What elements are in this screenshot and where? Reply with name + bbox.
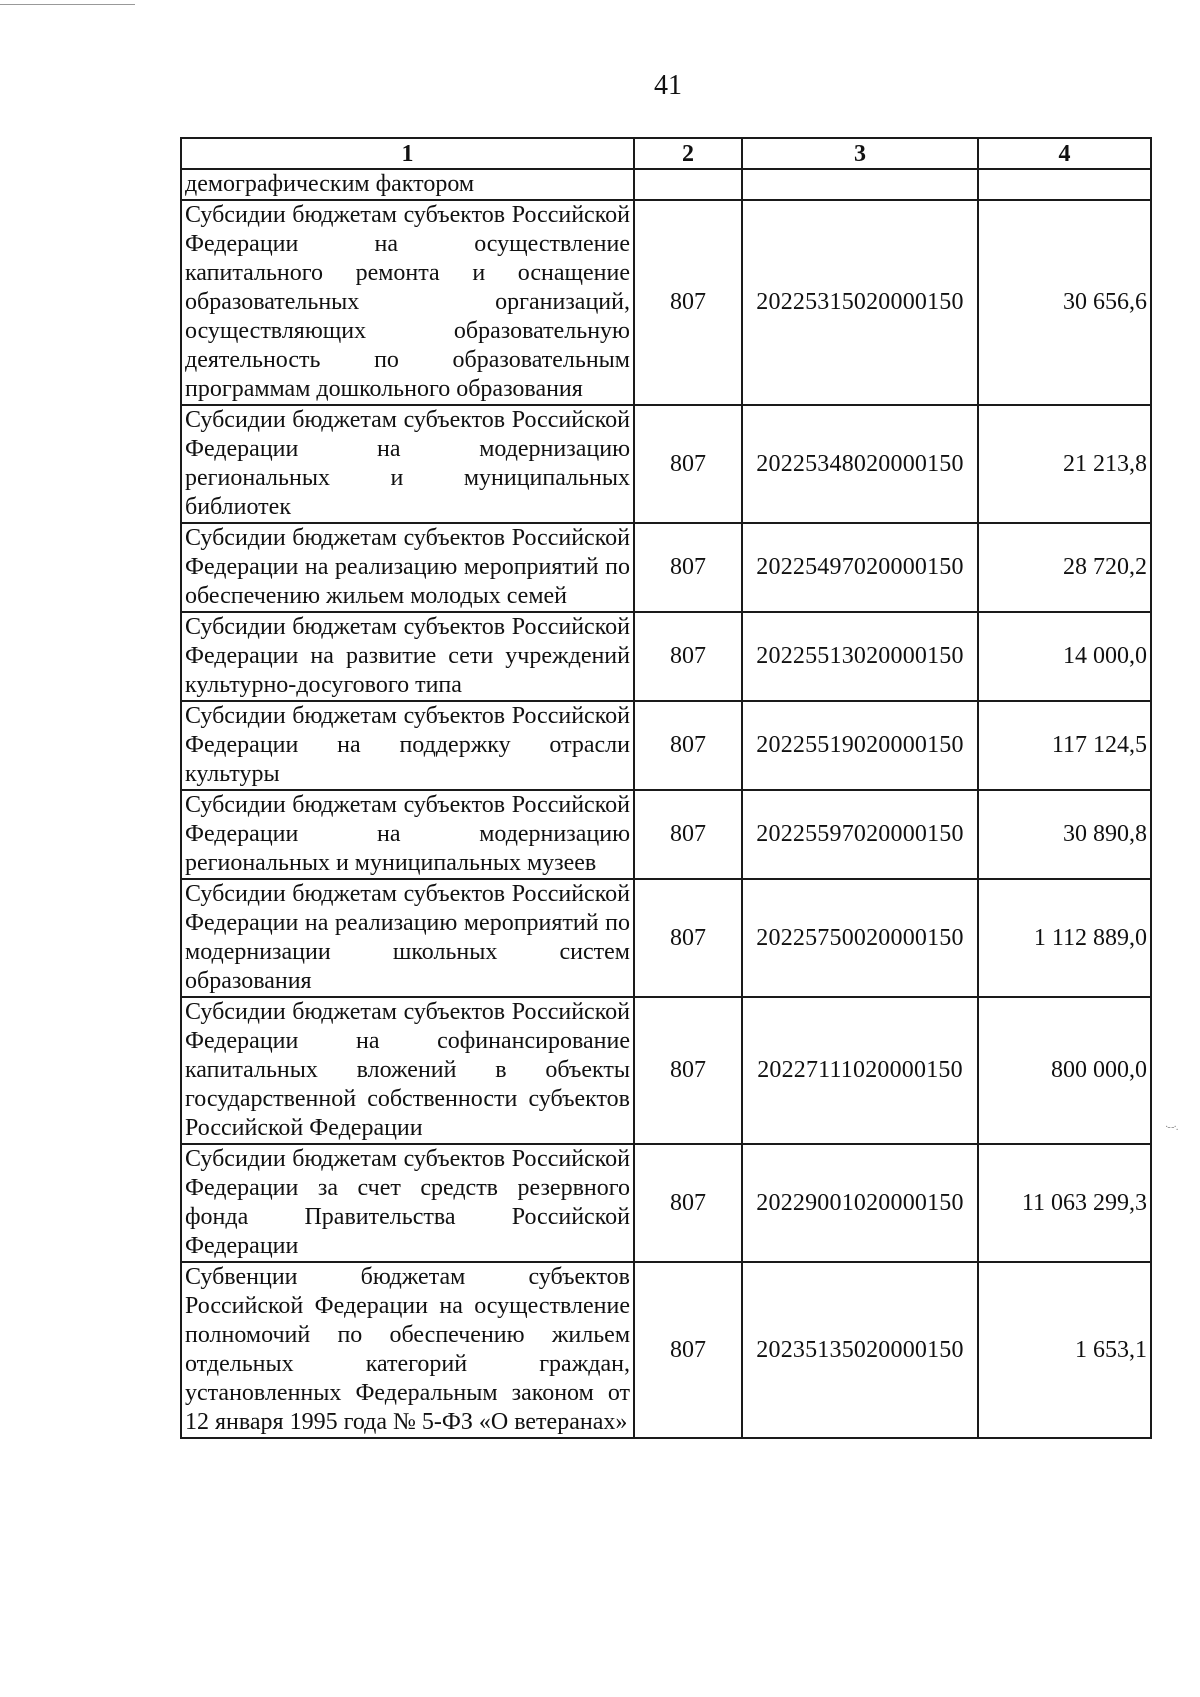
row-amount	[978, 169, 1151, 200]
row-admin-code	[634, 169, 742, 200]
row-description: Субсидии бюджетам субъектов Российской Федерации на софинансирование капитальных вложений в объекты государственной собственности субъектов Российской Федерации	[181, 997, 634, 1144]
row-amount: 800 000,0	[978, 997, 1151, 1144]
row-budget-class-code: 20225348020000150	[742, 405, 978, 523]
table-row	[181, 200, 1151, 405]
row-admin-code: 807	[634, 1262, 742, 1438]
table-row	[181, 997, 1151, 1144]
row-admin-code: 807	[634, 790, 742, 879]
table-row	[181, 1262, 1151, 1438]
row-budget-class-code: 20229001020000150	[742, 1144, 978, 1262]
row-description: Субсидии бюджетам субъектов Российской Федерации за счет средств резервного фонда Правительства Российской Федерации	[181, 1144, 634, 1262]
row-budget-class-code: 20225519020000150	[742, 701, 978, 790]
row-description: Субсидии бюджетам субъектов Российской Федерации на развитие сети учреждений культурно-досугового типа	[181, 612, 634, 701]
row-amount: 30 890,8	[978, 790, 1151, 879]
row-budget-class-code: 20225315020000150	[742, 200, 978, 405]
row-admin-code: 807	[634, 997, 742, 1144]
header-col-1: 1	[181, 138, 634, 169]
scan-speck: ·- -·.	[1165, 1122, 1178, 1133]
scan-edge-line	[0, 4, 135, 5]
row-amount: 30 656,6	[978, 200, 1151, 405]
table-row	[181, 169, 1151, 200]
table-row	[181, 405, 1151, 523]
table-row	[181, 790, 1151, 879]
row-description: Субвенции бюджетам субъектов Российской Федерации на осуществление полномочий по обеспечению жильем отдельных категорий граждан, установленных Федеральным законом от 12 января 1995 года № 5-ФЗ «О ветеранах»	[181, 1262, 634, 1438]
row-admin-code: 807	[634, 405, 742, 523]
row-budget-class-code	[742, 169, 978, 200]
row-amount: 117 124,5	[978, 701, 1151, 790]
table-header-row	[181, 138, 1151, 169]
row-amount: 11 063 299,3	[978, 1144, 1151, 1262]
row-amount: 21 213,8	[978, 405, 1151, 523]
header-col-4: 4	[978, 138, 1151, 169]
row-amount: 1 112 889,0	[978, 879, 1151, 997]
table-row	[181, 879, 1151, 997]
row-description: демографическим фактором	[181, 169, 634, 200]
row-budget-class-code: 20235135020000150	[742, 1262, 978, 1438]
budget-table	[180, 137, 1152, 1439]
row-admin-code: 807	[634, 701, 742, 790]
row-description: Субсидии бюджетам субъектов Российской Федерации на реализацию мероприятий по обеспечению жильем молодых семей	[181, 523, 634, 612]
table-row	[181, 612, 1151, 701]
row-description: Субсидии бюджетам субъектов Российской Федерации на модернизацию региональных и муниципальных музеев	[181, 790, 634, 879]
page-number: 41	[654, 70, 682, 101]
row-description: Субсидии бюджетам субъектов Российской Федерации на поддержку отрасли культуры	[181, 701, 634, 790]
row-description: Субсидии бюджетам субъектов Российской Федерации на реализацию мероприятий по модернизации школьных систем образования	[181, 879, 634, 997]
row-admin-code: 807	[634, 879, 742, 997]
row-description: Субсидии бюджетам субъектов Российской Федерации на осуществление капитального ремонта и оснащение образовательных организаций, осуществляющих образовательную деятельность по образовательным программам дошкольного образования	[181, 200, 634, 405]
table-row	[181, 1144, 1151, 1262]
row-budget-class-code: 20227111020000150	[742, 997, 978, 1144]
row-admin-code: 807	[634, 1144, 742, 1262]
row-description: Субсидии бюджетам субъектов Российской Федерации на модернизацию региональных и муниципальных библиотек	[181, 405, 634, 523]
row-admin-code: 807	[634, 523, 742, 612]
table-row	[181, 523, 1151, 612]
row-budget-class-code: 20225513020000150	[742, 612, 978, 701]
row-budget-class-code: 20225497020000150	[742, 523, 978, 612]
row-amount: 28 720,2	[978, 523, 1151, 612]
row-admin-code: 807	[634, 612, 742, 701]
row-admin-code: 807	[634, 200, 742, 405]
row-budget-class-code: 20225750020000150	[742, 879, 978, 997]
header-col-2: 2	[634, 138, 742, 169]
table-row	[181, 701, 1151, 790]
row-amount: 1 653,1	[978, 1262, 1151, 1438]
header-col-3: 3	[742, 138, 978, 169]
row-amount: 14 000,0	[978, 612, 1151, 701]
row-budget-class-code: 20225597020000150	[742, 790, 978, 879]
